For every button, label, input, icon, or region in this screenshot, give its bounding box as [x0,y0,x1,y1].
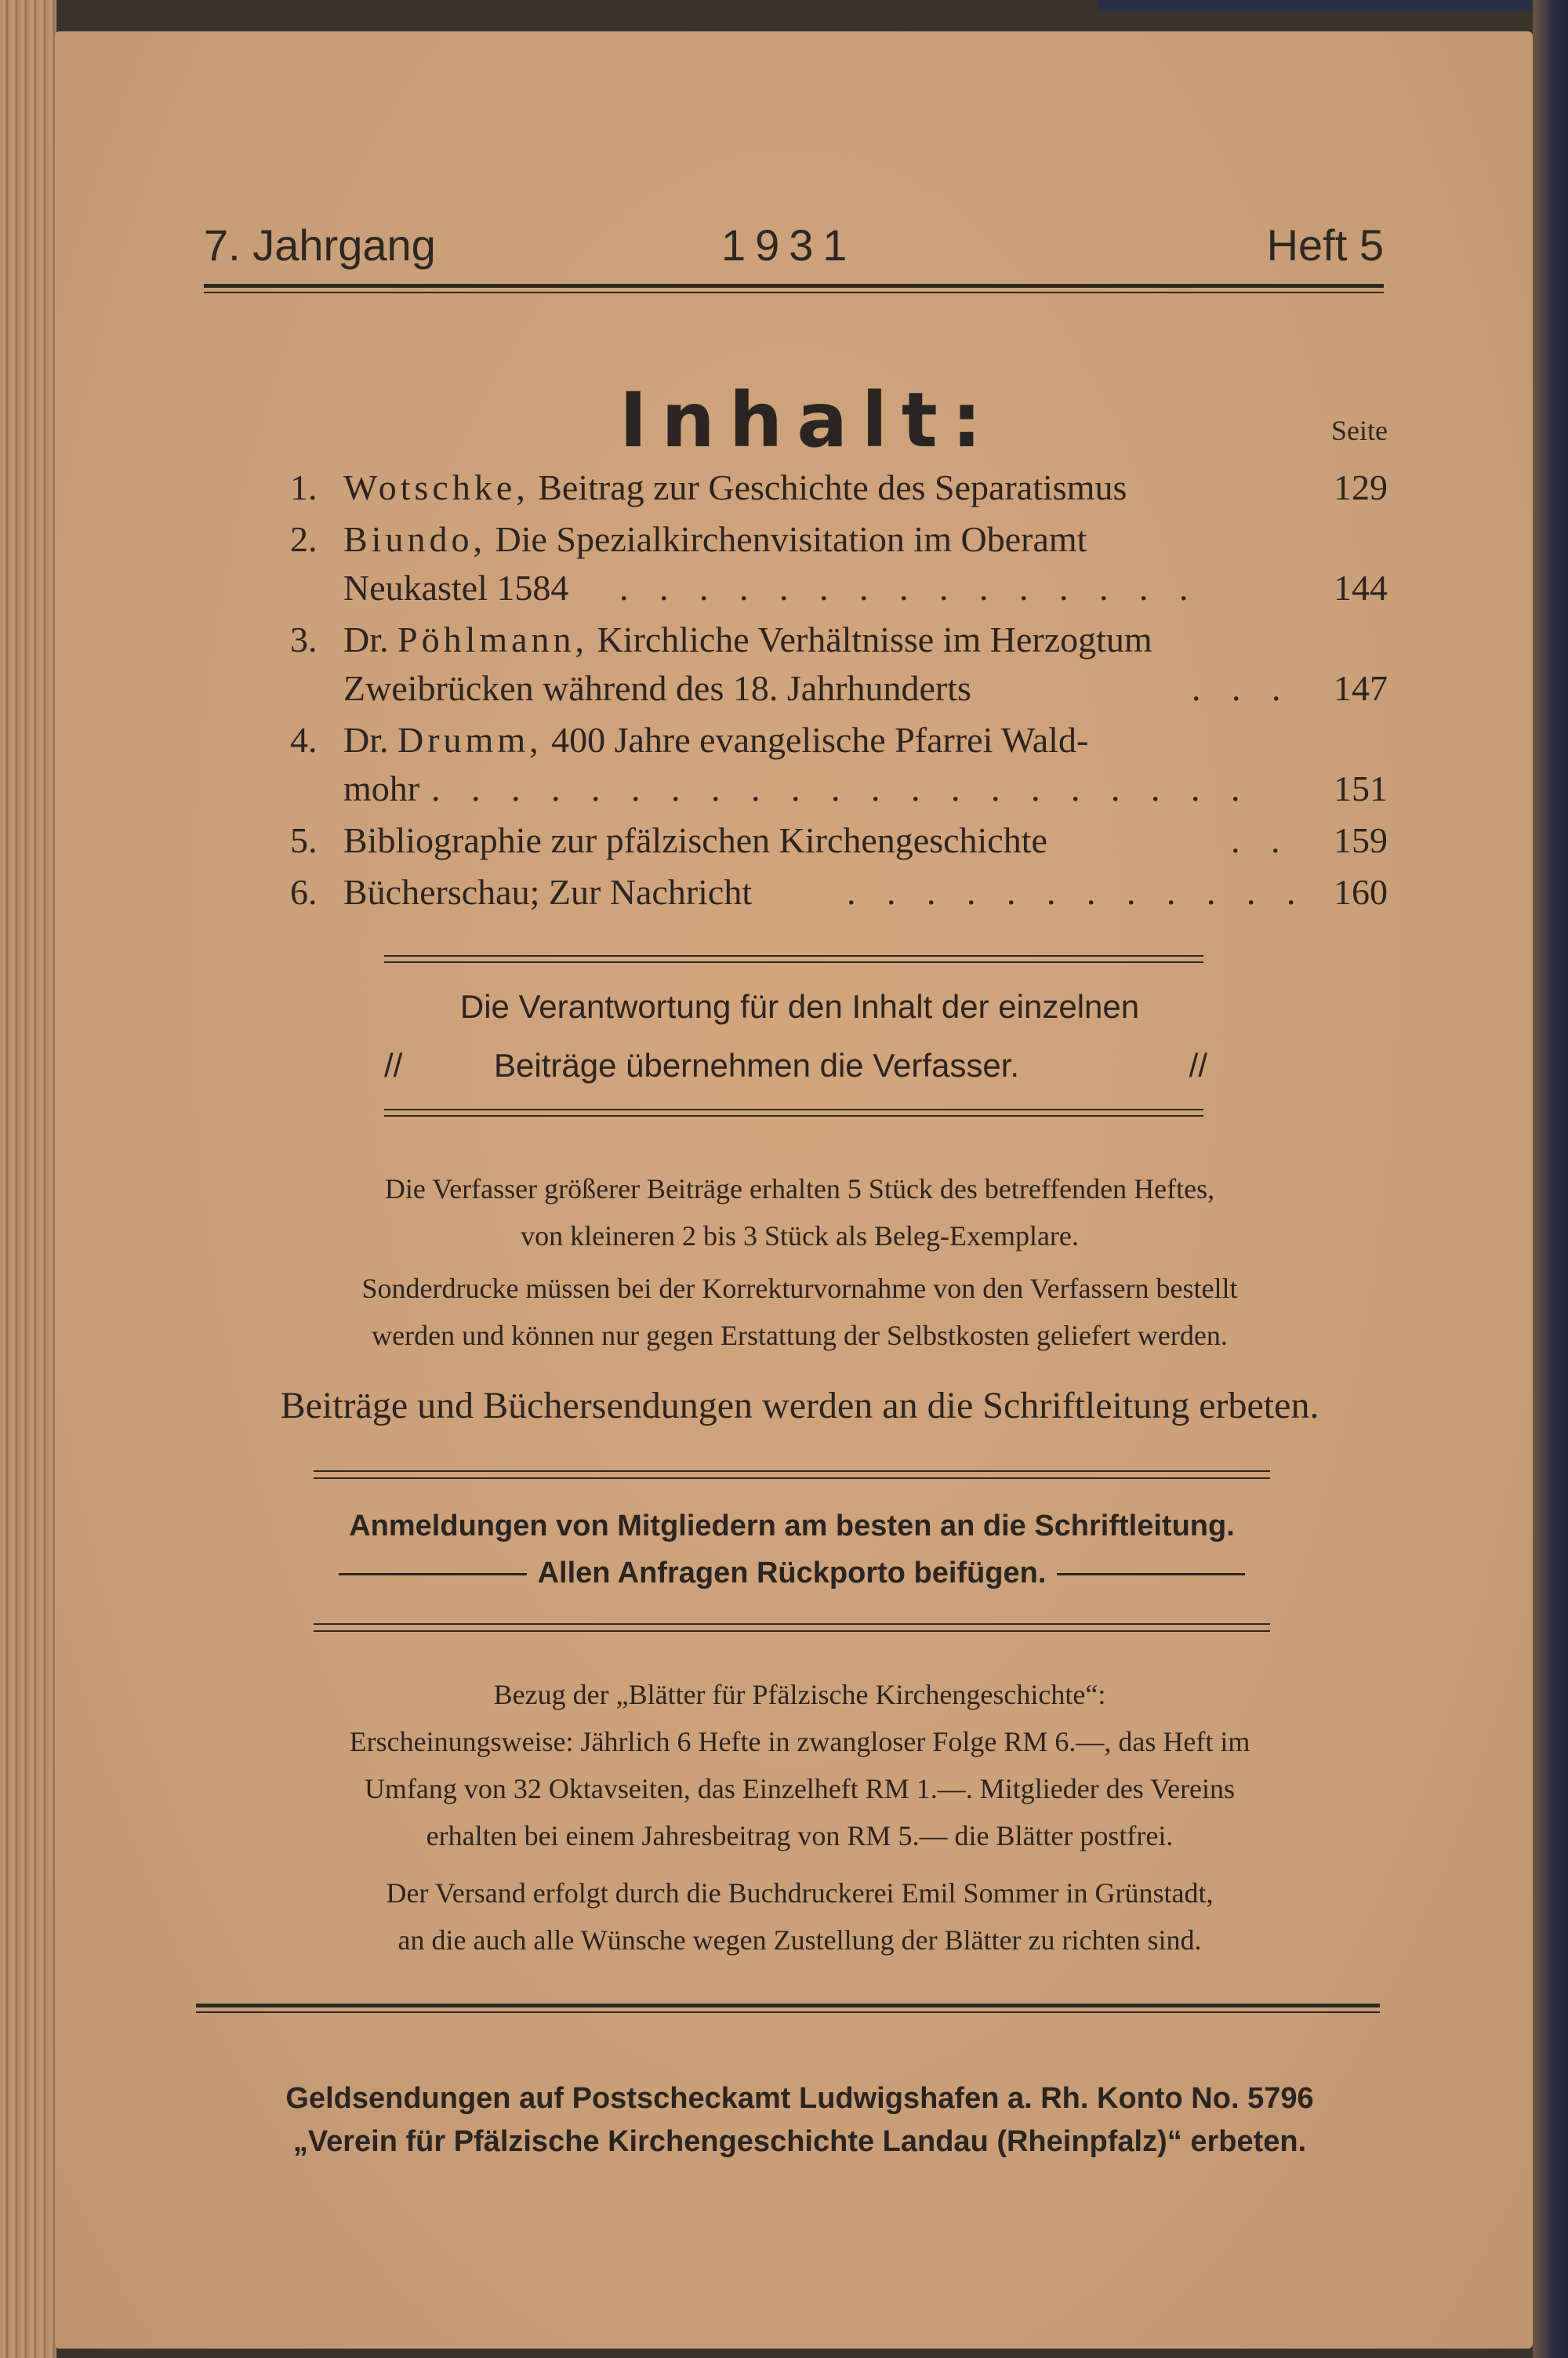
divider [314,1470,1270,1472]
page-column-label: Seite [1331,415,1388,446]
year-label: 1931 [721,220,857,270]
toc-title: Bibliographie zur pfälzischen Kirchengeschichte [343,820,1047,860]
toc-title: Kirchliche Verhältnisse im Herzogtum [597,619,1152,659]
payment-line2: „Verein für Pfälzische Kirchengeschichte Landau (Rheinpfalz)“ erbeten. [292,2125,1307,2158]
scanned-page: 7. Jahrgang 1931 Heft 5 Inhalt: Seite 1. Wotschke, Beitrag zur Geschichte des Separatismus 129 2. Biundo, Die Spezialkirchenvisitation im Oberamt Neukastel 1584 . . . . . . . . . . . . . . . 144 3. Dr. Pöhlmann, Kirchliche Verhältnisse im Herzogtum Zweibrücken während des 18. Jahrhunderts . . . 147 4. Dr. Drumm, 400 Jahre evangelische Pfarrei Wald- mohr . . . . . . . . . . . . . . . . . . . . . 151 5. Bibliographie zur pfälzischen Kirchengeschichte . . 159 6. Bücherschau; Zur Nachricht . . . . . . . . . . . . 160 Die Verantwortung für den Inhalt der einzelnen // Beiträge übernehmen die Verfasser. // Die Verfasser größerer Beiträge erhalten 5 Stück des betreffenden Heftes, von kleineren 2 bis 3 Stück als Beleg-Exemplare. Sonderdrucke müssen bei der Korrekturvornahme von den Verfassern bestellt werden und können nur gegen Erstattung der Selbstkosten geliefert werden. Beiträge und Büchersendungen werden an die Schriftleitung erbeten. Anmeldungen von Mitgliedern am besten an die Schriftleitung. Allen Anfragen Rückporto beifügen. Bezug der „Blätter für Pfälzische Kirchengeschichte“: Erscheinungsweise: Jährlich 6 Hefte in zwangloser Folge RM 6.—, das Heft im Umfang von 32 Oktavseiten, das Einzelheft RM 1.—. Mitglieder des Vereins erhalten bei einem Jahresbeitrag von RM 5.— die Blätter postfrei. Der Versand erfolgt durch die Buchdruckerei Emil Sommer in Grünstadt, an die auch alle Wünsche wegen Zustellung der Blätter zu richten sind. Geldsendungen auf Postscheckamt Ludwigshafen a. Rh. Konto No. 5796 „Verein für Pfälzische Kirchengeschichte Landau (Rheinpfalz)“ erbeten. [0,0,1568,2358]
registration-line2: Allen Anfragen Rückporto beifügen. [298,1557,1286,1590]
subscription-line1: Bezug der „Blätter für Pfälzische Kirchengeschichte“: [493,1679,1106,1710]
toc-author: Biundo, [343,519,486,559]
toc-title-cont: mohr [343,768,420,808]
header-rule [204,284,1384,288]
dash-rule [1057,1573,1245,1575]
divider [384,1109,1203,1110]
toc-entry: 1. Wotschke, Beitrag zur Geschichte des Separatismus 129 [290,467,1388,507]
divider [314,1623,1270,1625]
toc-entry: 6. Bücherschau; Zur Nachricht . . . . . . . . . . . . 160 [290,872,1388,912]
divider [384,1115,1203,1117]
toc-author: Wotschke, [343,467,529,507]
toc-page: 151 [1334,768,1388,808]
toc-title: Beitrag zur Geschichte des Separatismus [538,467,1127,507]
toc-entry: 3. Dr. Pöhlmann, Kirchliche Verhältnisse im Herzogtum [290,619,1152,659]
toc-entry: 4. Dr. Drumm, 400 Jahre evangelische Pfarrei Wald- [290,720,1089,760]
responsibility-line1: Die Verantwortung für den Inhalt der einzelnen [459,988,1140,1025]
page-stack-edge [0,0,56,2358]
binding-edge-right [1533,0,1568,2358]
toc-author: Drumm, [397,720,543,760]
divider [384,955,1203,957]
binding-edge-top [1098,0,1568,11]
toc-title-cont: Neukastel 1584 [343,568,569,608]
shipping-line2: an die auch alle Wünsche wegen Zustellung der Blätter zu richten sind. [397,1924,1202,1956]
dash-rule [339,1573,527,1575]
footer-rule [196,2004,1380,2007]
toc-entry-continued [290,667,1388,714]
authors-notice-line1: Die Verfasser größerer Beiträge erhalten 5 Stück des betreffenden Heftes, [384,1173,1215,1204]
leader-dots: . . [1231,820,1291,860]
toc-entry-continued [290,768,1388,815]
leader-dots: . . . . . . . . . . . . [847,872,1307,912]
toc-page: 144 [1334,568,1388,608]
toc-entry: 5. Bibliographie zur pfälzischen Kirchengeschichte . . 159 [290,820,1388,860]
subscription-line2: Erscheinungsweise: Jährlich 6 Hefte in zwangloser Folge RM 6.—, das Heft im [349,1726,1250,1757]
registration-line1: Anmeldungen von Mitgliedern am besten an die Schriftleitung. [349,1510,1235,1542]
page-header [204,220,1384,274]
leader-dots: . . . . . . . . . . . . . . . . . . . . . [431,768,1251,808]
footer-rule-thin [196,2011,1380,2013]
issue-label: Heft 5 [1266,220,1384,270]
toc-title: Bücherschau; Zur Nachricht [343,872,753,912]
leader-dots: . . . [1192,668,1292,708]
leader-dots: . . . . . . . . . . . . . . . [619,568,1200,608]
toc-entry: 2. Biundo, Die Spezialkirchenvisitation im Oberamt [290,519,1087,559]
subscription-line3: Umfang von 32 Oktavseiten, das Einzelheft RM 1.—. Mitglieder des Vereins [364,1773,1236,1804]
contents-title: Inhalt: [619,376,996,464]
toc-page: 160 [1334,872,1388,912]
toc-author: Pöhlmann, [397,619,589,659]
divider [314,1477,1270,1479]
divider [384,961,1203,963]
header-rule-thin [204,292,1384,293]
volume-label: 7. Jahrgang [204,220,436,270]
toc-title: 400 Jahre evangelische Pfarrei Wald- [551,720,1089,760]
authors-notice-line2: von kleineren 2 bis 3 Stück als Beleg-Exemplare. [521,1220,1079,1252]
toc-page: 147 [1334,668,1388,708]
table-of-contents [290,467,1388,937]
authors-notice-line3: Sonderdrucke müssen bei der Korrekturvornahme von den Verfassern bestellt [361,1273,1238,1304]
divider [314,1630,1270,1632]
subscription-line4: erhalten bei einem Jahresbeitrag von RM 5.— die Blätter postfrei. [426,1820,1174,1851]
toc-title: Die Spezialkirchenvisitation im Oberamt [495,519,1087,559]
toc-entry-continued [290,567,1388,614]
submissions-note: Beiträge und Büchersendungen werden an die Schriftleitung erbeten. [280,1385,1319,1426]
toc-page: 129 [1334,467,1388,507]
payment-line1: Geldsendungen auf Postscheckamt Ludwigshafen a. Rh. Konto No. 5796 [285,2082,1314,2115]
toc-page: 159 [1334,820,1388,860]
toc-title-cont: Zweibrücken während des 18. Jahrhunderts [343,668,971,708]
shipping-line1: Der Versand erfolgt durch die Buchdruckerei Emil Sommer in Grünstadt, [386,1877,1214,1909]
authors-notice-line4: werden und können nur gegen Erstattung der Selbstkosten geliefert werden. [372,1320,1228,1351]
